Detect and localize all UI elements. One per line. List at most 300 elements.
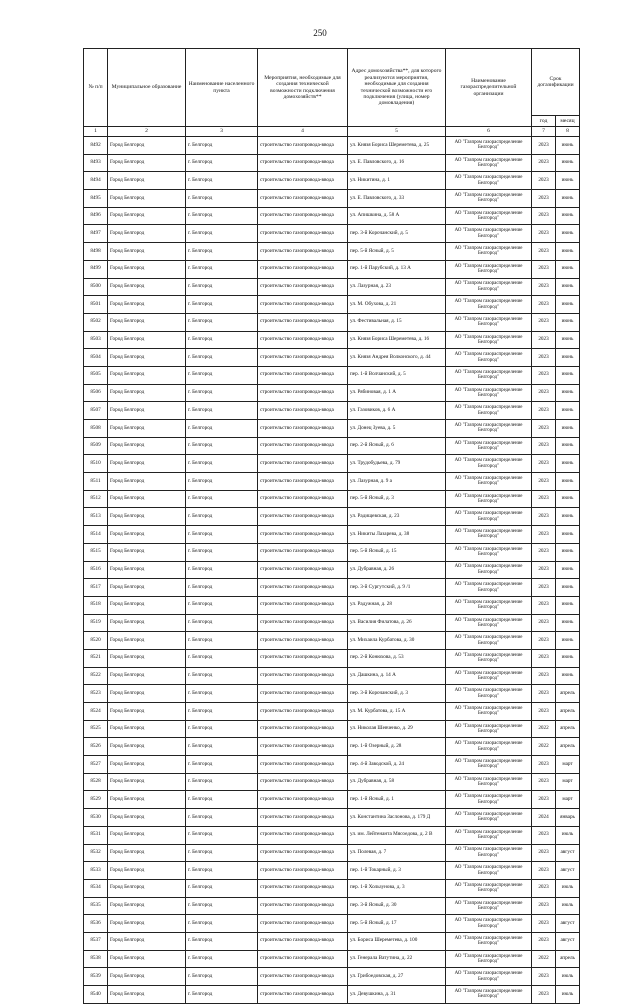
year-cell: 2023 [532,455,556,473]
municipality-cell: Город Белгород [108,915,186,933]
year-cell: 2023 [532,826,556,844]
row-number: 8493 [84,154,108,172]
column-number: 8 [556,127,580,137]
municipality-cell: Город Белгород [108,437,186,455]
month-cell: март [556,756,580,774]
org-cell: АО "Газпром газораспределение Белгород" [446,260,532,278]
org-cell: АО "Газпром газораспределение Белгород" [446,879,532,897]
address-cell: пер. 5-й Ясный, д. 5 [348,243,446,261]
address-cell: ул. Е. Павловского, д. 16 [348,154,446,172]
measure-cell: строительство газопровода-ввода [258,561,348,579]
address-cell: пер. 1-й Хользунова, д. 3 [348,879,446,897]
year-cell: 2023 [532,915,556,933]
year-cell: 2023 [532,313,556,331]
municipality-cell: Город Белгород [108,897,186,915]
year-cell: 2023 [532,561,556,579]
row-number: 8515 [84,543,108,561]
month-cell: июль [556,826,580,844]
municipality-cell: Город Белгород [108,331,186,349]
table-row [84,791,580,809]
row-number: 8502 [84,313,108,331]
header-org: Наименование газораспределительной организации [446,49,532,127]
municipality-cell: Город Белгород [108,773,186,791]
address-cell: пер. 1-й Озерный, д. 28 [348,738,446,756]
address-cell: пер. 3-й Корочанский, д. 5 [348,225,446,243]
municipality-cell: Город Белгород [108,490,186,508]
table-row [84,897,580,915]
org-cell: АО "Газпром газораспределение Белгород" [446,207,532,225]
table-row [84,685,580,703]
address-cell: ул. Апишкина, д. 58 А [348,207,446,225]
row-number: 8534 [84,879,108,897]
municipality-cell: Город Белгород [108,685,186,703]
table-row [84,596,580,614]
month-cell: апрель [556,950,580,968]
gasification-table [83,48,580,1004]
org-cell: АО "Газпром газораспределение Белгород" [446,154,532,172]
month-cell: апрель [556,720,580,738]
municipality-cell: Город Белгород [108,278,186,296]
month-cell: август [556,844,580,862]
month-cell: август [556,915,580,933]
org-cell: АО "Газпром газораспределение Белгород" [446,738,532,756]
municipality-cell: Город Белгород [108,207,186,225]
municipality-cell: Город Белгород [108,738,186,756]
address-cell: ул. Донец Зуева, д. 5 [348,420,446,438]
month-cell: июнь [556,402,580,420]
settlement-cell: г. Белгород [186,561,258,579]
measure-cell: строительство газопровода-ввода [258,366,348,384]
address-cell: ул. Е. Павловского, д. 33 [348,190,446,208]
table-row [84,490,580,508]
municipality-cell: Город Белгород [108,879,186,897]
row-number: 8492 [84,137,108,155]
header-year: год [532,116,556,127]
org-cell: АО "Газпром газораспределение Белгород" [446,685,532,703]
row-number: 8524 [84,703,108,721]
month-cell: июль [556,897,580,915]
month-cell: июнь [556,278,580,296]
table-row [84,915,580,933]
measure-cell: строительство газопровода-ввода [258,455,348,473]
measure-cell: строительство газопровода-ввода [258,526,348,544]
table-row [84,773,580,791]
municipality-cell: Город Белгород [108,526,186,544]
month-cell: июнь [556,349,580,367]
measure-cell: строительство газопровода-ввода [258,614,348,632]
municipality-cell: Город Белгород [108,649,186,667]
municipality-cell: Город Белгород [108,986,186,1004]
year-cell: 2023 [532,260,556,278]
org-cell: АО "Газпром газораспределение Белгород" [446,243,532,261]
address-cell: ул. Грибоедовская, д. 27 [348,968,446,986]
measure-cell: строительство газопровода-ввода [258,473,348,491]
table-row [84,473,580,491]
month-cell: июнь [556,579,580,597]
row-number: 8517 [84,579,108,597]
column-number: 3 [186,127,258,137]
row-number: 8507 [84,402,108,420]
table-row [84,703,580,721]
org-cell: АО "Газпром газораспределение Белгород" [446,649,532,667]
measure-cell: строительство газопровода-ввода [258,968,348,986]
month-cell: июнь [556,331,580,349]
address-cell: пер. 2-й Конюхова, д. 53 [348,649,446,667]
table-row [84,455,580,473]
row-number: 8525 [84,720,108,738]
month-cell: июнь [556,561,580,579]
settlement-cell: г. Белгород [186,437,258,455]
table-row [84,543,580,561]
measure-cell: строительство газопровода-ввода [258,862,348,880]
column-number: 7 [532,127,556,137]
row-number: 8499 [84,260,108,278]
measure-cell: строительство газопровода-ввода [258,579,348,597]
table-row [84,649,580,667]
address-cell: пер. 5-й Ясный, д. 3 [348,490,446,508]
settlement-cell: г. Белгород [186,986,258,1004]
measure-cell: строительство газопровода-ввода [258,349,348,367]
row-number: 8527 [84,756,108,774]
month-cell: июнь [556,225,580,243]
org-cell: АО "Газпром газораспределение Белгород" [446,225,532,243]
year-cell: 2023 [532,685,556,703]
table-row [84,260,580,278]
address-cell: ул. Лазурная, д. 9 а [348,473,446,491]
month-cell: июнь [556,172,580,190]
year-cell: 2023 [532,402,556,420]
row-number: 8521 [84,649,108,667]
month-cell: июнь [556,313,580,331]
address-cell: ул. Газовиков, д. 6 А [348,402,446,420]
address-cell: ул. Константина Заслонова, д. 179 Д [348,809,446,827]
table-row [84,561,580,579]
settlement-cell: г. Белгород [186,968,258,986]
table-row [84,243,580,261]
month-cell: июнь [556,649,580,667]
table-row [84,225,580,243]
month-cell: август [556,932,580,950]
year-cell: 2023 [532,278,556,296]
row-number: 8529 [84,791,108,809]
table-row [84,862,580,880]
table-row [84,986,580,1004]
year-cell: 2023 [532,879,556,897]
address-cell: ул. М. Курбатова, д. 15 А [348,703,446,721]
org-cell: АО "Газпром газораспределение Белгород" [446,968,532,986]
measure-cell: строительство газопровода-ввода [258,172,348,190]
month-cell: июнь [556,490,580,508]
year-cell: 2023 [532,207,556,225]
row-number: 8540 [84,986,108,1004]
municipality-cell: Город Белгород [108,225,186,243]
address-cell: пер. 3-й Ясный, д. 30 [348,897,446,915]
table-row [84,154,580,172]
municipality-cell: Город Белгород [108,260,186,278]
measure-cell: строительство газопровода-ввода [258,278,348,296]
municipality-cell: Город Белгород [108,349,186,367]
address-cell: ул. Дубравная, д. 58 [348,773,446,791]
municipality-cell: Город Белгород [108,614,186,632]
table-row [84,809,580,827]
municipality-cell: Город Белгород [108,720,186,738]
header-settlement: Наименование населенного пункта [186,49,258,127]
row-number: 8512 [84,490,108,508]
settlement-cell: г. Белгород [186,455,258,473]
org-cell: АО "Газпром газораспределение Белгород" [446,437,532,455]
table-row [84,366,580,384]
settlement-cell: г. Белгород [186,579,258,597]
month-cell: июнь [556,526,580,544]
table-row [84,879,580,897]
month-cell: июнь [556,366,580,384]
month-cell: июнь [556,154,580,172]
address-cell: ул. Девушкина, д. 31 [348,986,446,1004]
org-cell: АО "Газпром газораспределение Белгород" [446,543,532,561]
measure-cell: строительство газопровода-ввода [258,844,348,862]
table-row [84,632,580,650]
settlement-cell: г. Белгород [186,349,258,367]
address-cell: ул. Василия Филатова, д. 26 [348,614,446,632]
row-number: 8533 [84,862,108,880]
municipality-cell: Город Белгород [108,932,186,950]
table-row [84,667,580,685]
settlement-cell: г. Белгород [186,897,258,915]
year-cell: 2023 [532,614,556,632]
settlement-cell: г. Белгород [186,260,258,278]
org-cell: АО "Газпром газораспределение Белгород" [446,915,532,933]
year-cell: 2023 [532,986,556,1004]
org-cell: АО "Газпром газораспределение Белгород" [446,561,532,579]
measure-cell: строительство газопровода-ввода [258,915,348,933]
settlement-cell: г. Белгород [186,172,258,190]
year-cell: 2023 [532,137,556,155]
municipality-cell: Город Белгород [108,420,186,438]
settlement-cell: г. Белгород [186,402,258,420]
address-cell: ул. Бориса Шереметева, д. 100 [348,932,446,950]
measure-cell: строительство газопровода-ввода [258,791,348,809]
org-cell: АО "Газпром газораспределение Белгород" [446,473,532,491]
org-cell: АО "Газпром газораспределение Белгород" [446,455,532,473]
measure-cell: строительство газопровода-ввода [258,313,348,331]
municipality-cell: Город Белгород [108,313,186,331]
month-cell: июнь [556,508,580,526]
row-number: 8508 [84,420,108,438]
measure-cell: строительство газопровода-ввода [258,703,348,721]
municipality-cell: Город Белгород [108,950,186,968]
settlement-cell: г. Белгород [186,844,258,862]
address-cell: пер. 3-й Корочанский, д. 3 [348,685,446,703]
address-cell: ул. Фестивальная, д. 15 [348,313,446,331]
measure-cell: строительство газопровода-ввода [258,260,348,278]
year-cell: 2023 [532,225,556,243]
measure-cell: строительство газопровода-ввода [258,756,348,774]
month-cell: июль [556,986,580,1004]
settlement-cell: г. Белгород [186,826,258,844]
month-cell: июнь [556,207,580,225]
year-cell: 2023 [532,296,556,314]
column-number: 5 [348,127,446,137]
row-number: 8530 [84,809,108,827]
month-cell: июнь [556,596,580,614]
year-cell: 2022 [532,738,556,756]
row-number: 8509 [84,437,108,455]
measure-cell: строительство газопровода-ввода [258,331,348,349]
measure-cell: строительство газопровода-ввода [258,420,348,438]
row-number: 8536 [84,915,108,933]
row-number: 8497 [84,225,108,243]
table-row [84,932,580,950]
year-cell: 2023 [532,384,556,402]
settlement-cell: г. Белгород [186,862,258,880]
address-cell: ул. Дашкина, д. 14 А [348,667,446,685]
month-cell: июнь [556,473,580,491]
year-cell: 2023 [532,897,556,915]
measure-cell: строительство газопровода-ввода [258,243,348,261]
municipality-cell: Город Белгород [108,632,186,650]
month-cell: июнь [556,437,580,455]
column-number: 1 [84,127,108,137]
municipality-cell: Город Белгород [108,809,186,827]
table-row [84,579,580,597]
measure-cell: строительство газопровода-ввода [258,773,348,791]
measure-cell: строительство газопровода-ввода [258,649,348,667]
address-cell: ул. Дубравная, д. 26 [348,561,446,579]
measure-cell: строительство газопровода-ввода [258,190,348,208]
address-cell: ул. Радищевская, д. 23 [348,508,446,526]
year-cell: 2024 [532,809,556,827]
org-cell: АО "Газпром газораспределение Белгород" [446,791,532,809]
year-cell: 2023 [532,579,556,597]
header-num: № п/п [84,49,108,127]
address-cell: ул. М. Обухова, д. 21 [348,296,446,314]
address-cell: ул. Князя Бориса Шереметева, д. 25 [348,137,446,155]
org-cell: АО "Газпром газораспределение Белгород" [446,986,532,1004]
municipality-cell: Город Белгород [108,579,186,597]
row-number: 8526 [84,738,108,756]
settlement-cell: г. Белгород [186,526,258,544]
org-cell: АО "Газпром газораспределение Белгород" [446,826,532,844]
measure-cell: строительство газопровода-ввода [258,897,348,915]
municipality-cell: Город Белгород [108,862,186,880]
year-cell: 2023 [532,667,556,685]
month-cell: апрель [556,738,580,756]
year-cell: 2023 [532,243,556,261]
year-cell: 2023 [532,632,556,650]
row-number: 8539 [84,968,108,986]
settlement-cell: г. Белгород [186,703,258,721]
table-row [84,384,580,402]
table-row [84,614,580,632]
settlement-cell: г. Белгород [186,720,258,738]
month-cell: март [556,773,580,791]
measure-cell: строительство газопровода-ввода [258,137,348,155]
row-number: 8510 [84,455,108,473]
month-cell: апрель [556,703,580,721]
table-row [84,190,580,208]
month-cell: июнь [556,455,580,473]
year-cell: 2023 [532,473,556,491]
row-number: 8523 [84,685,108,703]
municipality-cell: Город Белгород [108,596,186,614]
month-cell: август [556,862,580,880]
org-cell: АО "Газпром газораспределение Белгород" [446,809,532,827]
table-row [84,207,580,225]
settlement-cell: г. Белгород [186,932,258,950]
org-cell: АО "Газпром газораспределение Белгород" [446,296,532,314]
row-number: 8494 [84,172,108,190]
month-cell: июнь [556,190,580,208]
row-number: 8528 [84,773,108,791]
settlement-cell: г. Белгород [186,225,258,243]
municipality-cell: Город Белгород [108,366,186,384]
settlement-cell: г. Белгород [186,950,258,968]
address-cell: ул. Князя Бориса Шереметева, д. 16 [348,331,446,349]
year-cell: 2023 [532,932,556,950]
table-row [84,968,580,986]
year-cell: 2023 [532,190,556,208]
municipality-cell: Город Белгород [108,137,186,155]
column-number: 4 [258,127,348,137]
settlement-cell: г. Белгород [186,756,258,774]
month-cell: июль [556,968,580,986]
measure-cell: строительство газопровода-ввода [258,932,348,950]
month-cell: март [556,791,580,809]
table-row [84,420,580,438]
row-number: 8537 [84,932,108,950]
settlement-cell: г. Белгород [186,420,258,438]
org-cell: АО "Газпром газораспределение Белгород" [446,897,532,915]
org-cell: АО "Газпром газораспределение Белгород" [446,950,532,968]
municipality-cell: Город Белгород [108,703,186,721]
table-row [84,313,580,331]
row-number: 8498 [84,243,108,261]
municipality-cell: Город Белгород [108,826,186,844]
address-cell: ул. Никиты Лазарева, д. 38 [348,526,446,544]
org-cell: АО "Газпром газораспределение Белгород" [446,508,532,526]
table-row [84,331,580,349]
month-cell: июнь [556,614,580,632]
measure-cell: строительство газопровода-ввода [258,596,348,614]
page-number: 250 [313,28,327,38]
month-cell: июнь [556,384,580,402]
table-body [84,137,580,1004]
month-cell: июнь [556,243,580,261]
org-cell: АО "Газпром газораспределение Белгород" [446,190,532,208]
column-number-row [84,127,580,137]
measure-cell: строительство газопровода-ввода [258,508,348,526]
org-cell: АО "Газпром газораспределение Белгород" [446,720,532,738]
measure-cell: строительство газопровода-ввода [258,685,348,703]
address-cell: ул. Рябиновая, д. 1 А [348,384,446,402]
settlement-cell: г. Белгород [186,296,258,314]
table-row [84,508,580,526]
row-number: 8532 [84,844,108,862]
settlement-cell: г. Белгород [186,791,258,809]
measure-cell: строительство газопровода-ввода [258,879,348,897]
table-row [84,950,580,968]
table-row [84,296,580,314]
row-number: 8518 [84,596,108,614]
table-row [84,756,580,774]
year-cell: 2023 [532,420,556,438]
settlement-cell: г. Белгород [186,490,258,508]
year-cell: 2023 [532,844,556,862]
org-cell: АО "Газпром газораспределение Белгород" [446,366,532,384]
municipality-cell: Город Белгород [108,384,186,402]
settlement-cell: г. Белгород [186,614,258,632]
address-cell: ул. им. Лейтенанта Мясоедова, д. 2 В [348,826,446,844]
